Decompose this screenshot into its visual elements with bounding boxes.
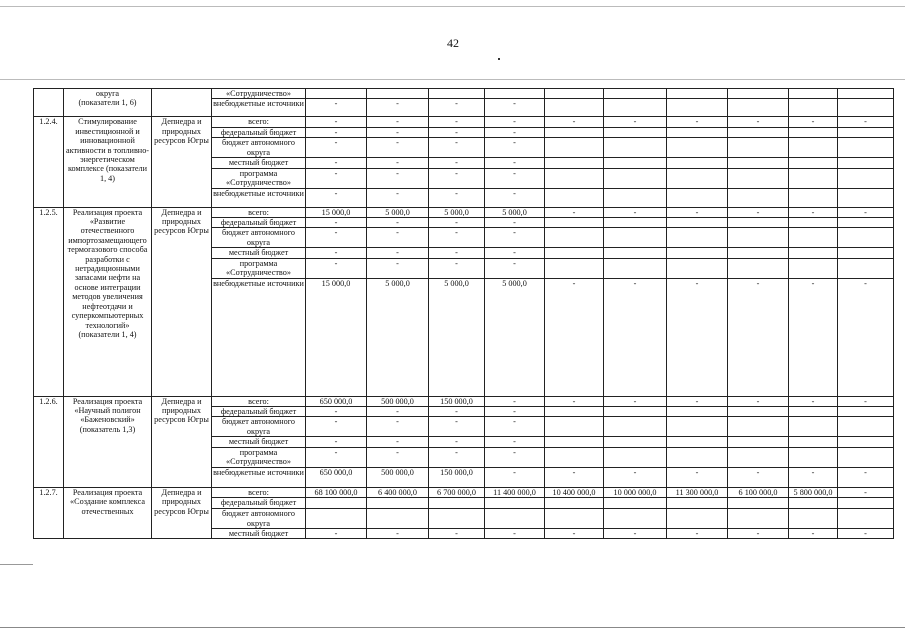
value-cell xyxy=(789,158,838,168)
value-cell xyxy=(789,407,838,417)
value-cell xyxy=(545,417,604,437)
value-cell: - xyxy=(429,258,485,278)
funding-source: бюджет автономного округа xyxy=(212,509,306,529)
value-cell xyxy=(367,509,429,529)
value-cell: - xyxy=(306,138,367,158)
value-cell: - xyxy=(306,407,367,417)
value-cell: - xyxy=(667,207,728,217)
value-cell: - xyxy=(545,467,604,487)
value-cell: - xyxy=(429,168,485,188)
executor xyxy=(152,89,212,117)
value-cell xyxy=(728,158,789,168)
row-number: 1.2.5. xyxy=(34,207,64,396)
value-cell: - xyxy=(728,117,789,127)
value-cell xyxy=(728,509,789,529)
value-cell: - xyxy=(789,278,838,396)
value-cell xyxy=(667,498,728,509)
value-cell xyxy=(545,258,604,278)
value-cell: - xyxy=(485,127,545,137)
value-cell: - xyxy=(604,117,667,127)
value-cell xyxy=(838,248,894,258)
value-cell xyxy=(545,248,604,258)
funding-source: бюджет автономного округа xyxy=(212,228,306,248)
value-cell: - xyxy=(306,127,367,137)
value-cell xyxy=(545,138,604,158)
value-cell xyxy=(604,218,667,228)
value-cell: - xyxy=(545,207,604,217)
page-number: 42 xyxy=(447,36,459,50)
value-cell xyxy=(667,158,728,168)
value-cell: 5 800 000,0 xyxy=(789,487,838,497)
value-cell xyxy=(728,127,789,137)
value-cell xyxy=(604,417,667,437)
value-cell: - xyxy=(367,99,429,117)
value-cell: - xyxy=(838,487,894,497)
scan-artifact xyxy=(0,564,33,565)
value-cell xyxy=(604,188,667,207)
value-cell xyxy=(728,218,789,228)
executor: Депнедра и природных ресурсов Югры xyxy=(152,207,212,396)
value-cell: - xyxy=(485,447,545,467)
value-cell: - xyxy=(485,407,545,417)
value-cell xyxy=(789,127,838,137)
value-cell xyxy=(728,258,789,278)
value-cell: - xyxy=(728,278,789,396)
value-cell: - xyxy=(306,158,367,168)
value-cell: - xyxy=(306,99,367,117)
value-cell: - xyxy=(838,278,894,396)
value-cell: 5 000,0 xyxy=(367,278,429,396)
value-cell: 500 000,0 xyxy=(367,467,429,487)
value-cell: - xyxy=(604,467,667,487)
row-number xyxy=(34,89,64,117)
funding-source: федеральный бюджет xyxy=(212,498,306,509)
value-cell: - xyxy=(306,528,367,538)
value-cell: - xyxy=(485,117,545,127)
budget-table xyxy=(33,88,894,539)
value-cell: - xyxy=(306,228,367,248)
table-row xyxy=(34,396,894,406)
value-cell xyxy=(838,218,894,228)
value-cell: - xyxy=(306,258,367,278)
funding-source: местный бюджет xyxy=(212,158,306,168)
value-cell: - xyxy=(789,207,838,217)
value-cell xyxy=(667,447,728,467)
value-cell xyxy=(667,89,728,99)
value-cell: - xyxy=(367,117,429,127)
value-cell: - xyxy=(728,467,789,487)
value-cell: - xyxy=(429,447,485,467)
value-cell: - xyxy=(367,168,429,188)
event-name: Реализация проекта «Развитие отечественного импортозамещающего термогазового способа разработки с нетрадиционными запасами нефти на основе интеграции методов увеличения нефтеотдачи и суперкомпьютерных технологий» (показатели 1, 4) xyxy=(64,207,152,396)
value-cell: 5 000,0 xyxy=(429,207,485,217)
value-cell xyxy=(545,228,604,248)
value-cell: - xyxy=(367,138,429,158)
bottom-scan-line xyxy=(0,627,905,628)
value-cell xyxy=(545,447,604,467)
value-cell: - xyxy=(429,407,485,417)
scan-dot xyxy=(498,58,500,60)
event-name: округа (показатели 1, 6) xyxy=(64,89,152,117)
value-cell xyxy=(429,498,485,509)
funding-source: бюджет автономного округа xyxy=(212,138,306,158)
value-cell xyxy=(667,218,728,228)
value-cell: - xyxy=(545,396,604,406)
value-cell xyxy=(545,158,604,168)
value-cell xyxy=(667,138,728,158)
value-cell xyxy=(604,258,667,278)
value-cell xyxy=(604,509,667,529)
funding-source: всего: xyxy=(212,487,306,497)
funding-source: «Сотрудничество» xyxy=(212,89,306,99)
value-cell: - xyxy=(545,528,604,538)
value-cell: - xyxy=(485,467,545,487)
value-cell xyxy=(604,99,667,117)
value-cell: 6 700 000,0 xyxy=(429,487,485,497)
value-cell: 15 000,0 xyxy=(306,207,367,217)
executor: Депнедра и природных ресурсов Югры xyxy=(152,396,212,487)
value-cell: - xyxy=(604,396,667,406)
value-cell xyxy=(545,509,604,529)
value-cell: - xyxy=(306,417,367,437)
value-cell: - xyxy=(728,396,789,406)
value-cell xyxy=(367,89,429,99)
value-cell xyxy=(604,89,667,99)
value-cell: - xyxy=(485,248,545,258)
value-cell: - xyxy=(367,407,429,417)
funding-source: внебюджетные источники xyxy=(212,467,306,487)
value-cell xyxy=(838,89,894,99)
funding-source: бюджет автономного округа xyxy=(212,417,306,437)
top-scan-line xyxy=(0,6,905,7)
value-cell xyxy=(429,509,485,529)
value-cell xyxy=(789,447,838,467)
value-cell: - xyxy=(429,228,485,248)
event-name: Реализация проекта «Создание комплекса отечественных xyxy=(64,487,152,539)
value-cell: - xyxy=(667,467,728,487)
funding-source: всего: xyxy=(212,207,306,217)
value-cell: - xyxy=(838,117,894,127)
funding-source: внебюджетные источники xyxy=(212,278,306,396)
value-cell: 6 400 000,0 xyxy=(367,487,429,497)
value-cell xyxy=(604,437,667,447)
value-cell: - xyxy=(485,188,545,207)
value-cell: - xyxy=(367,248,429,258)
value-cell: 10 400 000,0 xyxy=(545,487,604,497)
value-cell xyxy=(604,127,667,137)
value-cell: - xyxy=(306,248,367,258)
value-cell xyxy=(838,437,894,447)
table-row xyxy=(34,207,894,217)
value-cell: - xyxy=(604,528,667,538)
value-cell: - xyxy=(667,396,728,406)
value-cell: - xyxy=(306,437,367,447)
value-cell: 5 000,0 xyxy=(485,278,545,396)
value-cell: - xyxy=(429,218,485,228)
value-cell xyxy=(667,99,728,117)
value-cell xyxy=(789,168,838,188)
value-cell xyxy=(789,437,838,447)
value-cell: - xyxy=(667,528,728,538)
value-cell: - xyxy=(429,417,485,437)
event-name: Стимулирование инвестиционной и инновационной активности в топливно-энергетическом комплексе (показатели 1, 4) xyxy=(64,117,152,207)
value-cell: - xyxy=(367,417,429,437)
value-cell: 5 000,0 xyxy=(485,207,545,217)
value-cell: - xyxy=(485,138,545,158)
value-cell xyxy=(306,498,367,509)
funding-source: федеральный бюджет xyxy=(212,127,306,137)
funding-source: внебюджетные источники xyxy=(212,99,306,117)
value-cell xyxy=(728,248,789,258)
header-divider xyxy=(0,79,905,80)
value-cell: - xyxy=(429,158,485,168)
value-cell: - xyxy=(429,138,485,158)
value-cell: - xyxy=(485,528,545,538)
value-cell: - xyxy=(306,188,367,207)
value-cell: - xyxy=(789,396,838,406)
value-cell xyxy=(545,89,604,99)
value-cell xyxy=(667,127,728,137)
value-cell: - xyxy=(485,437,545,447)
value-cell xyxy=(667,417,728,437)
value-cell: 500 000,0 xyxy=(367,396,429,406)
value-cell: - xyxy=(367,158,429,168)
value-cell xyxy=(728,89,789,99)
value-cell xyxy=(429,89,485,99)
value-cell: - xyxy=(367,528,429,538)
value-cell xyxy=(789,509,838,529)
funding-source: программа «Сотрудничество» xyxy=(212,258,306,278)
value-cell xyxy=(367,498,429,509)
value-cell: - xyxy=(485,218,545,228)
value-cell: - xyxy=(367,437,429,447)
value-cell xyxy=(728,498,789,509)
value-cell: 68 100 000,0 xyxy=(306,487,367,497)
value-cell: - xyxy=(429,117,485,127)
value-cell: - xyxy=(667,117,728,127)
value-cell xyxy=(545,407,604,417)
funding-source: местный бюджет xyxy=(212,528,306,538)
value-cell: - xyxy=(667,278,728,396)
value-cell xyxy=(604,447,667,467)
value-cell xyxy=(604,168,667,188)
value-cell: - xyxy=(789,117,838,127)
value-cell: 6 100 000,0 xyxy=(728,487,789,497)
row-number: 1.2.4. xyxy=(34,117,64,207)
value-cell xyxy=(728,417,789,437)
value-cell: - xyxy=(367,258,429,278)
value-cell: - xyxy=(367,447,429,467)
executor: Депнедра и природных ресурсов Югры xyxy=(152,487,212,539)
value-cell xyxy=(545,498,604,509)
value-cell xyxy=(667,258,728,278)
value-cell xyxy=(789,417,838,437)
value-cell: - xyxy=(306,218,367,228)
value-cell xyxy=(728,437,789,447)
funding-source: всего: xyxy=(212,117,306,127)
value-cell xyxy=(789,99,838,117)
funding-source: федеральный бюджет xyxy=(212,218,306,228)
value-cell: - xyxy=(367,127,429,137)
value-cell: - xyxy=(789,528,838,538)
value-cell: - xyxy=(485,168,545,188)
table-row xyxy=(34,487,894,497)
value-cell xyxy=(667,509,728,529)
funding-source: местный бюджет xyxy=(212,248,306,258)
value-cell xyxy=(604,138,667,158)
value-cell: - xyxy=(485,396,545,406)
value-cell: - xyxy=(367,188,429,207)
value-cell xyxy=(789,248,838,258)
value-cell xyxy=(838,168,894,188)
value-cell: - xyxy=(604,207,667,217)
value-cell: 11 300 000,0 xyxy=(667,487,728,497)
value-cell xyxy=(789,218,838,228)
funding-source: федеральный бюджет xyxy=(212,407,306,417)
value-cell xyxy=(485,509,545,529)
value-cell xyxy=(838,228,894,248)
value-cell: - xyxy=(485,99,545,117)
funding-source: программа «Сотрудничество» xyxy=(212,447,306,467)
value-cell: - xyxy=(545,117,604,127)
value-cell xyxy=(306,89,367,99)
value-cell: - xyxy=(306,447,367,467)
value-cell: - xyxy=(485,228,545,248)
value-cell: 15 000,0 xyxy=(306,278,367,396)
value-cell: - xyxy=(429,127,485,137)
value-cell xyxy=(838,407,894,417)
value-cell: - xyxy=(838,467,894,487)
value-cell: 10 000 000,0 xyxy=(604,487,667,497)
value-cell: - xyxy=(306,168,367,188)
value-cell: 150 000,0 xyxy=(429,467,485,487)
value-cell xyxy=(728,138,789,158)
value-cell xyxy=(728,188,789,207)
value-cell: - xyxy=(838,207,894,217)
value-cell: - xyxy=(367,218,429,228)
value-cell: - xyxy=(545,278,604,396)
value-cell: - xyxy=(429,528,485,538)
value-cell xyxy=(838,447,894,467)
value-cell: - xyxy=(485,417,545,437)
value-cell xyxy=(604,498,667,509)
value-cell xyxy=(545,168,604,188)
value-cell: 150 000,0 xyxy=(429,396,485,406)
value-cell: 650 000,0 xyxy=(306,467,367,487)
value-cell: 5 000,0 xyxy=(429,278,485,396)
value-cell: - xyxy=(429,188,485,207)
value-cell xyxy=(789,258,838,278)
value-cell xyxy=(667,437,728,447)
value-cell: - xyxy=(367,228,429,248)
value-cell xyxy=(838,127,894,137)
funding-source: внебюджетные источники xyxy=(212,188,306,207)
value-cell xyxy=(545,218,604,228)
value-cell xyxy=(789,89,838,99)
value-cell xyxy=(728,99,789,117)
funding-source: всего: xyxy=(212,396,306,406)
value-cell xyxy=(545,99,604,117)
value-cell xyxy=(667,228,728,248)
value-cell xyxy=(789,188,838,207)
row-number: 1.2.7. xyxy=(34,487,64,539)
value-cell xyxy=(838,417,894,437)
value-cell xyxy=(604,158,667,168)
value-cell: 5 000,0 xyxy=(367,207,429,217)
value-cell: - xyxy=(604,278,667,396)
value-cell xyxy=(667,168,728,188)
funding-source: программа «Сотрудничество» xyxy=(212,168,306,188)
value-cell xyxy=(789,498,838,509)
value-cell xyxy=(667,407,728,417)
value-cell xyxy=(604,248,667,258)
value-cell xyxy=(604,407,667,417)
value-cell xyxy=(838,258,894,278)
value-cell xyxy=(485,89,545,99)
value-cell: - xyxy=(429,99,485,117)
value-cell xyxy=(838,138,894,158)
value-cell xyxy=(789,138,838,158)
value-cell: - xyxy=(485,258,545,278)
value-cell: - xyxy=(838,396,894,406)
value-cell: 11 400 000,0 xyxy=(485,487,545,497)
table-row xyxy=(34,117,894,127)
value-cell: - xyxy=(429,248,485,258)
funding-source: местный бюджет xyxy=(212,437,306,447)
event-name: Реализация проекта «Научный полигон «Баженовский» (показатель 1,3) xyxy=(64,396,152,487)
value-cell xyxy=(545,437,604,447)
value-cell xyxy=(728,447,789,467)
value-cell xyxy=(667,188,728,207)
value-cell: - xyxy=(789,467,838,487)
value-cell xyxy=(838,188,894,207)
value-cell: - xyxy=(838,528,894,538)
value-cell xyxy=(604,228,667,248)
row-number: 1.2.6. xyxy=(34,396,64,487)
value-cell xyxy=(838,509,894,529)
value-cell xyxy=(485,498,545,509)
value-cell xyxy=(728,228,789,248)
value-cell xyxy=(789,228,838,248)
value-cell: 650 000,0 xyxy=(306,396,367,406)
value-cell xyxy=(728,168,789,188)
value-cell xyxy=(667,248,728,258)
value-cell: - xyxy=(485,158,545,168)
value-cell xyxy=(545,127,604,137)
value-cell: - xyxy=(306,117,367,127)
value-cell xyxy=(838,158,894,168)
value-cell xyxy=(728,407,789,417)
value-cell: - xyxy=(728,528,789,538)
value-cell xyxy=(838,498,894,509)
value-cell xyxy=(838,99,894,117)
value-cell xyxy=(306,509,367,529)
executor: Депнедра и природных ресурсов Югры xyxy=(152,117,212,207)
value-cell xyxy=(545,188,604,207)
value-cell: - xyxy=(728,207,789,217)
value-cell: - xyxy=(429,437,485,447)
table-row xyxy=(34,89,894,99)
